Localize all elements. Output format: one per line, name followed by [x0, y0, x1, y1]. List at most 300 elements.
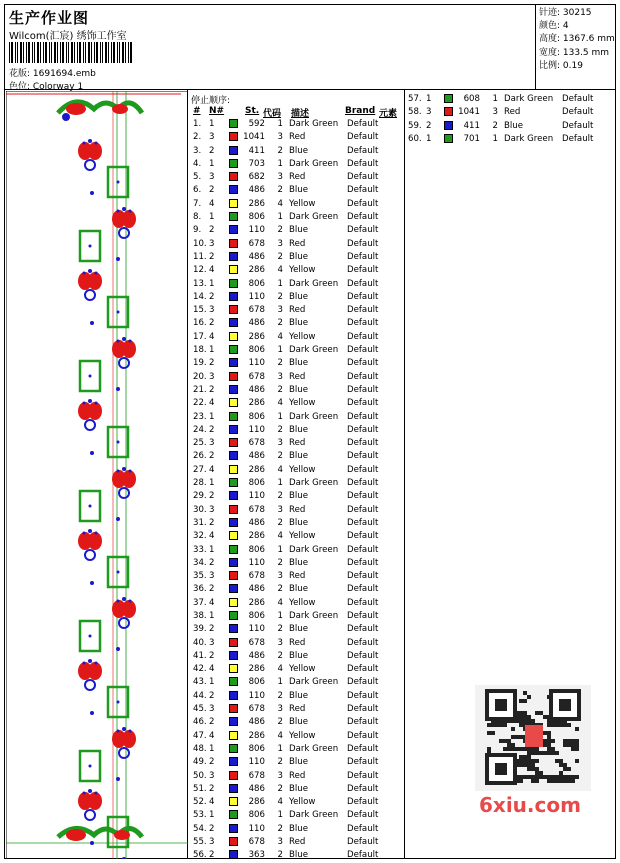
color-swatch	[229, 797, 238, 806]
row-stitches: 678	[248, 504, 265, 515]
color-swatch	[229, 465, 238, 474]
row-index: 13.	[193, 278, 207, 289]
flower-left-petal	[88, 402, 102, 420]
stop-row	[191, 344, 405, 357]
row-code: 2	[492, 120, 498, 131]
flower-left-ring	[85, 420, 95, 430]
color-swatch	[229, 744, 238, 753]
row-index: 21.	[193, 384, 207, 395]
barcode-bar	[32, 42, 33, 63]
flower-left-bud	[95, 142, 98, 145]
row-description: Red	[289, 837, 306, 848]
stop-row	[191, 836, 405, 849]
row-stitches: 110	[248, 757, 265, 768]
row-needle: 2	[209, 757, 215, 768]
row-index: 39.	[193, 624, 207, 635]
row-needle: 4	[209, 597, 215, 608]
row-needle: 2	[209, 557, 215, 568]
color-swatch	[229, 571, 238, 580]
row-stitches: 678	[248, 837, 265, 848]
qr-module	[575, 739, 579, 743]
row-description: Dark Green	[289, 119, 339, 129]
row-stitches: 110	[248, 624, 265, 635]
qr-module	[523, 711, 527, 715]
row-stitches: 486	[248, 650, 265, 661]
flower-left-bud	[83, 662, 86, 665]
row-brand: Default	[347, 251, 379, 262]
small-motif	[90, 841, 94, 845]
barcode-bar	[45, 42, 47, 63]
row-code: 2	[277, 823, 283, 834]
qr-module	[535, 747, 539, 751]
row-description: Dark Green	[289, 278, 339, 289]
qr-module	[531, 779, 535, 783]
stop-row	[191, 384, 405, 397]
row-stitches: 110	[248, 424, 265, 435]
row-brand: Default	[347, 517, 379, 528]
row-index: 36.	[193, 584, 207, 595]
row-code: 2	[277, 225, 283, 236]
color-swatch	[229, 558, 238, 567]
row-needle: 2	[209, 185, 215, 196]
flower-right-petal	[122, 340, 136, 358]
small-motif	[90, 451, 94, 455]
color-swatch	[229, 398, 238, 407]
row-description: Red	[289, 438, 306, 449]
row-needle: 2	[209, 424, 215, 435]
row-brand: Default	[347, 797, 379, 808]
row-code: 2	[277, 850, 283, 861]
flower-right-bud	[117, 730, 120, 733]
page-title: 生产作业图	[9, 9, 90, 27]
stop-row	[191, 211, 405, 224]
row-needle: 3	[209, 504, 215, 515]
color-swatch	[229, 850, 238, 859]
barcode-bar	[49, 42, 50, 63]
qr-module	[499, 739, 503, 743]
barcode-bar	[28, 42, 30, 63]
col-header-index: #	[193, 106, 201, 116]
row-stitches: 806	[248, 610, 265, 621]
qr-module	[563, 739, 567, 743]
row-description: Blue	[289, 757, 309, 768]
qr-module	[519, 735, 523, 739]
row-stitches: 486	[248, 717, 265, 728]
row-brand: Default	[347, 278, 379, 289]
qr-module	[539, 771, 543, 775]
color-swatch	[229, 239, 238, 248]
qr-module	[543, 775, 547, 779]
color-swatch	[229, 611, 238, 620]
row-needle: 2	[209, 491, 215, 502]
row-index: 12.	[193, 265, 207, 276]
design-motifs	[58, 102, 142, 859]
stop-row	[191, 437, 405, 450]
small-motif	[90, 191, 94, 195]
green-frame-left-dot	[89, 765, 92, 768]
row-stitches: 363	[248, 850, 265, 861]
row-description: Blue	[289, 517, 309, 528]
stop-row	[191, 637, 405, 650]
qr-module	[551, 751, 555, 755]
flower-right-bud	[129, 210, 132, 213]
row-brand: Default	[347, 730, 379, 741]
qr-module	[563, 743, 567, 747]
row-description: Dark Green	[504, 133, 554, 144]
qr-module	[571, 779, 575, 783]
row-index: 35.	[193, 571, 207, 582]
qr-module	[547, 775, 551, 779]
row-code: 2	[277, 318, 283, 329]
flower-right-bud	[117, 600, 120, 603]
qr-module	[531, 759, 535, 763]
qr-module	[575, 759, 579, 763]
flower-right-bud	[129, 730, 132, 733]
flower-left-bud	[95, 792, 98, 795]
row-needle: 4	[209, 398, 215, 409]
row-needle: 2	[209, 690, 215, 701]
qr-module	[527, 695, 531, 699]
row-brand: Default	[562, 120, 594, 131]
row-stitches: 110	[248, 225, 265, 236]
row-brand: Default	[347, 384, 379, 395]
flower-left-bud	[88, 659, 92, 663]
row-index: 22.	[193, 398, 207, 409]
row-index: 49.	[193, 757, 207, 768]
row-code: 4	[277, 331, 283, 342]
green-frame-right-dot	[117, 701, 120, 704]
row-needle: 4	[209, 730, 215, 741]
row-needle: 2	[209, 358, 215, 369]
small-motif	[116, 387, 120, 391]
row-code: 3	[277, 438, 283, 449]
row-stitches: 110	[248, 291, 265, 302]
barcode-bar	[102, 42, 103, 63]
color-swatch	[229, 784, 238, 793]
embroidery-preview	[6, 91, 188, 859]
green-frame-left-dot	[89, 505, 92, 508]
flower-left-bud	[83, 142, 86, 145]
row-needle: 1	[209, 743, 215, 754]
site-logo: 6xiu.com	[479, 793, 581, 817]
row-brand: Default	[347, 212, 379, 223]
qr-module	[535, 711, 539, 715]
row-needle: 1	[209, 810, 215, 821]
color-swatch	[229, 824, 238, 833]
barcode-bar	[17, 42, 18, 63]
stop-row	[191, 783, 405, 796]
top-ornament-blue	[62, 113, 70, 121]
color-swatch	[229, 810, 238, 819]
color-swatch	[229, 704, 238, 713]
row-code: 2	[277, 690, 283, 701]
barcode-bar	[20, 42, 22, 63]
barcode-bar	[83, 42, 84, 63]
row-index: 50.	[193, 770, 207, 781]
stop-row	[191, 131, 405, 144]
stop-row	[191, 676, 405, 689]
row-needle: 1	[209, 677, 215, 688]
row-index: 24.	[193, 424, 207, 435]
row-description: Dark Green	[504, 94, 554, 104]
stop-row	[406, 93, 616, 106]
color-swatch	[229, 146, 238, 155]
barcode-bar	[91, 42, 92, 63]
row-description: Blue	[289, 318, 309, 329]
row-needle: 1	[209, 119, 215, 129]
stop-row	[191, 823, 405, 836]
flower-left-bud	[83, 792, 86, 795]
row-index: 45.	[193, 704, 207, 715]
row-stitches: 608	[463, 94, 480, 104]
small-motif	[116, 777, 120, 781]
flower-left-bud	[88, 789, 92, 793]
row-brand: Default	[347, 305, 379, 316]
stop-row	[191, 530, 405, 543]
color-swatch	[229, 199, 238, 208]
row-brand: Default	[347, 757, 379, 768]
row-code: 1	[277, 119, 283, 129]
qr-module	[519, 699, 523, 703]
col-header-brand: Brand	[345, 106, 376, 116]
row-needle: 2	[209, 823, 215, 834]
qr-module	[547, 739, 551, 743]
qr-module	[535, 751, 539, 755]
row-stitches: 678	[248, 770, 265, 781]
col-header-stitches: St.	[245, 106, 260, 116]
small-motif	[116, 647, 120, 651]
qr-module	[523, 699, 527, 703]
row-index: 47.	[193, 730, 207, 741]
top-ornament-red	[66, 103, 86, 115]
row-index: 40.	[193, 637, 207, 648]
qr-module	[527, 763, 531, 767]
color-swatch	[229, 132, 238, 141]
flower-left-bud	[95, 532, 98, 535]
qr-module	[531, 747, 535, 751]
qr-module	[551, 739, 555, 743]
row-code: 1	[277, 810, 283, 821]
row-code: 3	[492, 107, 498, 118]
qr-module	[535, 759, 539, 763]
color-swatch	[229, 531, 238, 540]
row-stitches: 110	[248, 823, 265, 834]
row-index: 52.	[193, 797, 207, 808]
qr-module	[555, 759, 559, 763]
color-swatch	[444, 107, 453, 116]
row-stitches: 486	[248, 384, 265, 395]
row-stitches: 806	[248, 212, 265, 223]
stop-row	[191, 730, 405, 743]
qr-module	[531, 763, 535, 767]
stop-row	[191, 809, 405, 822]
barcode-bar	[43, 42, 44, 63]
row-brand: Default	[347, 424, 379, 435]
green-frame-left-dot	[89, 635, 92, 638]
row-brand: Default	[347, 158, 379, 169]
row-description: Blue	[289, 291, 309, 302]
row-stitches: 678	[248, 238, 265, 249]
design-width: 宽度: 133.5 mm	[539, 47, 610, 58]
stop-row	[191, 304, 405, 317]
row-stitches: 678	[248, 371, 265, 382]
qr-finder-center	[495, 763, 507, 775]
flower-right-petal	[122, 730, 136, 748]
row-needle: 4	[209, 265, 215, 276]
barcode-bar	[51, 42, 52, 63]
color-swatch	[229, 212, 238, 221]
row-index: 18.	[193, 345, 207, 356]
row-stitches: 1041	[243, 132, 265, 143]
row-stitches: 703	[248, 158, 265, 169]
qr-module	[511, 747, 515, 751]
stop-row	[191, 278, 405, 291]
row-brand: Default	[347, 478, 379, 489]
qr-module	[487, 731, 491, 735]
row-description: Dark Green	[289, 212, 339, 223]
row-needle: 2	[209, 318, 215, 329]
row-code: 2	[277, 557, 283, 568]
row-description: Yellow	[289, 597, 316, 608]
row-description: Blue	[289, 650, 309, 661]
row-brand: Default	[347, 584, 379, 595]
row-code: 1	[277, 544, 283, 555]
flower-right-ring	[119, 228, 129, 238]
green-frame-right-dot	[117, 311, 120, 314]
stop-row	[191, 716, 405, 729]
production-sheet	[4, 4, 616, 859]
row-stitches: 286	[248, 797, 265, 808]
qr-module	[559, 775, 563, 779]
row-brand: Default	[347, 438, 379, 449]
qr-module	[559, 779, 563, 783]
row-needle: 1	[209, 478, 215, 489]
row-code: 2	[277, 185, 283, 196]
qr-module	[559, 771, 563, 775]
row-description: Red	[289, 371, 306, 382]
row-description: Blue	[289, 384, 309, 395]
flower-right-bud	[129, 600, 132, 603]
barcode-bar	[125, 42, 126, 63]
row-description: Yellow	[289, 797, 316, 808]
row-brand: Default	[347, 185, 379, 196]
row-index: 20.	[193, 371, 207, 382]
flower-left-bud	[88, 529, 92, 533]
barcode-bar	[96, 42, 98, 63]
stop-row	[191, 251, 405, 264]
qr-module	[515, 747, 519, 751]
qr-module	[527, 747, 531, 751]
stop-row	[191, 224, 405, 237]
barcode-bar	[62, 42, 64, 63]
row-description: Dark Green	[289, 544, 339, 555]
row-index: 30.	[193, 504, 207, 515]
top-ornament-red	[112, 104, 128, 114]
flower-left-bud	[95, 662, 98, 665]
color-swatch	[444, 94, 453, 103]
qr-module	[523, 691, 527, 695]
stop-row	[191, 490, 405, 503]
design-scale: 比例: 0.19	[539, 60, 583, 71]
row-needle: 1	[426, 133, 432, 144]
qr-module	[543, 739, 547, 743]
color-swatch	[229, 225, 238, 234]
row-code: 3	[277, 132, 283, 143]
row-index: 17.	[193, 331, 207, 342]
qr-module	[539, 775, 543, 779]
row-needle: 4	[209, 464, 215, 475]
qr-module	[563, 775, 567, 779]
row-code: 3	[277, 238, 283, 249]
row-index: 31.	[193, 517, 207, 528]
row-description: Yellow	[289, 531, 316, 542]
color-swatch	[229, 159, 238, 168]
qr-module	[519, 747, 523, 751]
row-needle: 4	[209, 531, 215, 542]
qr-code-icon	[475, 685, 591, 791]
row-stitches: 678	[248, 571, 265, 582]
row-brand: Default	[347, 145, 379, 156]
row-index: 2.	[193, 132, 202, 143]
row-stitches: 411	[463, 120, 480, 131]
qr-module	[523, 755, 527, 759]
row-index: 32.	[193, 531, 207, 542]
qr-module	[571, 743, 575, 747]
row-code: 2	[277, 145, 283, 156]
row-needle: 1	[209, 610, 215, 621]
stop-row	[191, 703, 405, 716]
stats-bottom-line	[5, 89, 615, 90]
stop-row	[406, 106, 616, 119]
row-code: 3	[277, 172, 283, 183]
row-description: Yellow	[289, 664, 316, 675]
stats-divider	[535, 5, 536, 89]
barcode-bar	[108, 42, 109, 63]
company-name: Wilcom(汇宸) 绣饰工作室	[9, 31, 127, 42]
row-code: 2	[277, 757, 283, 768]
qr-module	[515, 735, 519, 739]
color-swatch	[444, 121, 453, 130]
flower-left-petal	[88, 662, 102, 680]
stop-row	[191, 583, 405, 596]
row-index: 6.	[193, 185, 202, 196]
stop-row	[406, 133, 616, 146]
row-index: 42.	[193, 664, 207, 675]
qr-module	[503, 739, 507, 743]
qr-module	[535, 775, 539, 779]
barcode	[9, 42, 135, 63]
stop-row	[406, 120, 616, 133]
row-code: 4	[277, 730, 283, 741]
row-brand: Default	[347, 571, 379, 582]
color-swatch	[229, 757, 238, 766]
row-needle: 3	[209, 438, 215, 449]
color-swatch	[444, 134, 453, 143]
barcode-bar	[79, 42, 81, 63]
qr-module	[571, 739, 575, 743]
barcode-bar	[128, 42, 129, 63]
row-code: 2	[277, 517, 283, 528]
col-header-needle: N#	[209, 106, 225, 116]
row-code: 3	[277, 637, 283, 648]
row-brand: Default	[347, 544, 379, 555]
barcode-bar	[122, 42, 124, 63]
design-frame	[6, 91, 188, 859]
row-stitches: 806	[248, 810, 265, 821]
qr-module	[531, 751, 535, 755]
row-description: Blue	[289, 783, 309, 794]
row-brand: Default	[347, 464, 379, 475]
